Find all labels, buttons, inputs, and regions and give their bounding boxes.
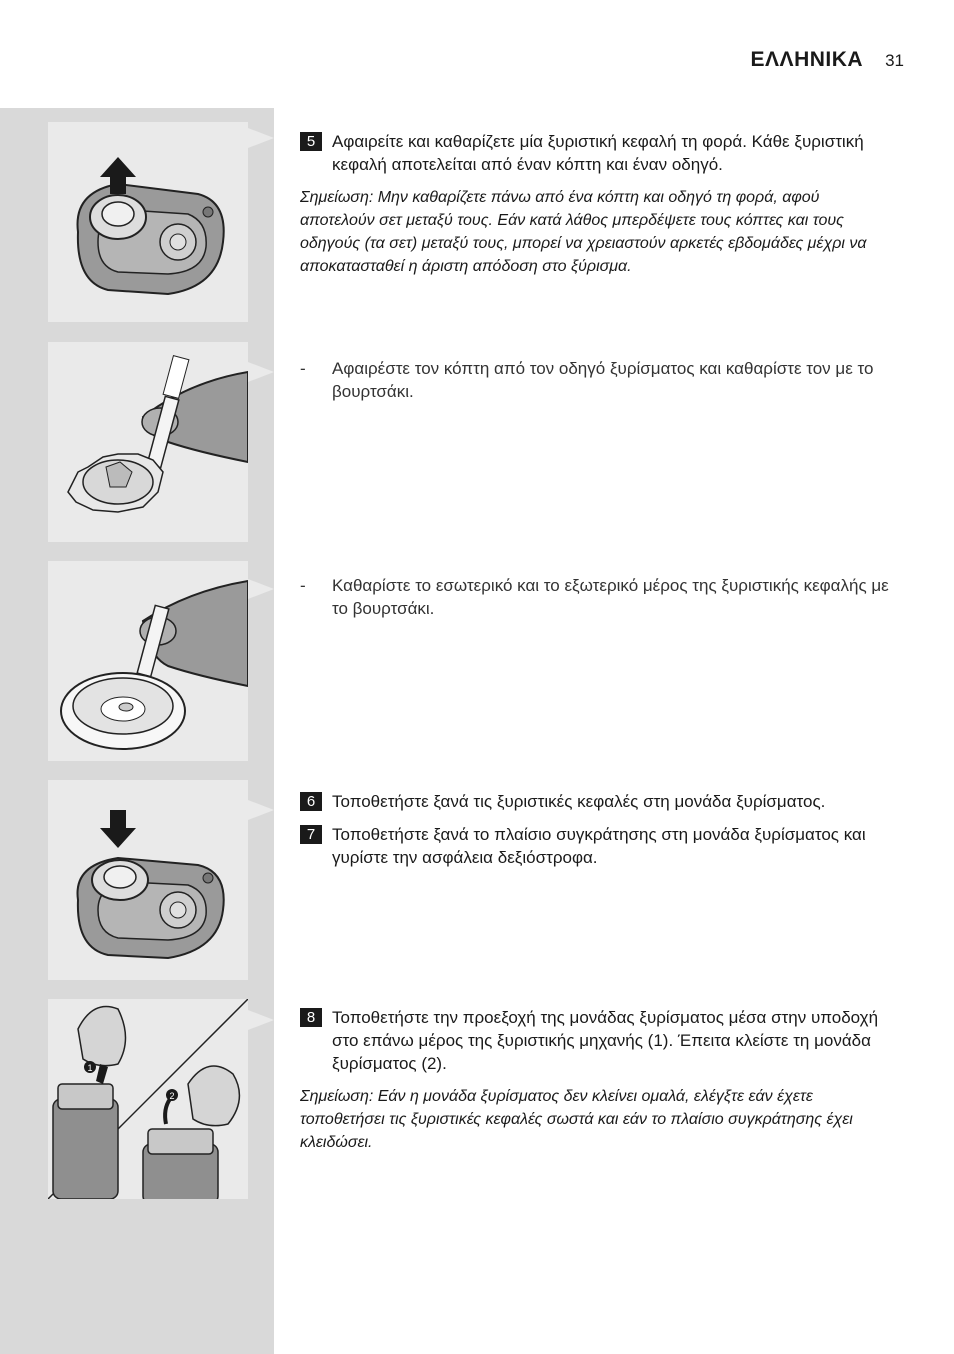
step-6-7-block [300,790,896,879]
note-text: Εάν η μονάδα ξυρίσματος δεν κλείνει ομαλά, ελέγξτε εάν έχετε τοποθετήσει τις ξυριστικές κεφαλές σωστά και εάν το πλαίσιο συγκράτησης έχει κλειδώσει. [300,1088,853,1151]
panel-pointer [248,362,274,382]
step-number: 8 [300,1008,322,1027]
bullet-1-block [300,357,896,403]
bullet-text: Καθαρίστε το εσωτερικό και το εξωτερικό μέρος της ξυριστικής κεφαλής με το βουρτσάκι. [332,576,889,618]
note-label: Σημείωση: [300,1088,374,1105]
language-title: ΕΛΛΗΝΙΚΑ [750,48,864,71]
bullet-dash: - [300,359,306,378]
bullet-item [300,357,896,403]
step-text: Τοποθετήστε ξανά τις ξυριστικές κεφαλές στη μονάδα ξυρίσματος. [332,792,826,811]
panel-pointer [248,1010,274,1030]
step-8-block [300,1006,896,1154]
note [300,186,896,278]
step-text: Τοποθετήστε την προεξοχή της μονάδας ξυρίσματος μέσα στην υποδοχή στο επάνω μέρος της ξυριστικής μηχανής (1). Έπειτα κλείστε τη μονάδα ξυρίσματος (2). [332,1008,879,1073]
panel-pointer [248,800,274,820]
step-6 [300,790,896,813]
bullet-item [300,574,896,620]
note-label: Σημείωση: [300,189,374,206]
page-number: 31 [885,51,904,70]
illustration-brush-cutter [48,342,248,542]
bullet-text: Αφαιρέστε τον κόπτη από τον οδηγό ξυρίσματος και καθαρίστε τον με το βουρτσάκι. [332,359,874,401]
page-header [751,48,904,72]
step-marker-1: 1 [87,1063,93,1073]
step-number: 6 [300,792,322,811]
step-number: 5 [300,132,322,151]
bullet-dash: - [300,576,306,595]
step-marker-2: 2 [169,1091,175,1101]
note [300,1085,896,1154]
panel-pointer [248,128,274,148]
illustration-close-unit [48,999,248,1199]
bullet-2-block [300,574,896,620]
illustration-brush-guard [48,561,248,761]
step-text: Αφαιρείτε και καθαρίζετε μία ξυριστική κεφαλή τη φορά. Κάθε ξυριστική κεφαλή αποτελείται από έναν κόπτη και έναν οδηγό. [332,132,864,174]
step-8 [300,1006,896,1075]
note-text: Μην καθαρίζετε πάνω από ένα κόπτη και οδηγό τη φορά, αφού αποτελούν σετ μεταξύ τους. Εάν κατά λάθος μπερδέψετε τους κόπτες και τους οδηγούς (τα σετ) μεταξύ τους, μπορεί να χρειαστούν αρκετές εβδομάδες μέχρι να αποκατασταθεί η άριστη απόδοση στο ξύρισμα. [300,189,867,275]
step-5-block [300,130,896,278]
step-text: Τοποθετήστε ξανά το πλαίσιο συγκράτησης στη μονάδα ξυρίσματος και γυρίστε την ασφάλεια δεξιόστροφα. [332,825,866,867]
step-5 [300,130,896,176]
step-number: 7 [300,825,322,844]
illustration-remove-head [48,122,248,322]
panel-pointer [248,579,274,599]
illustration-place-head [48,780,248,980]
step-7 [300,823,896,869]
